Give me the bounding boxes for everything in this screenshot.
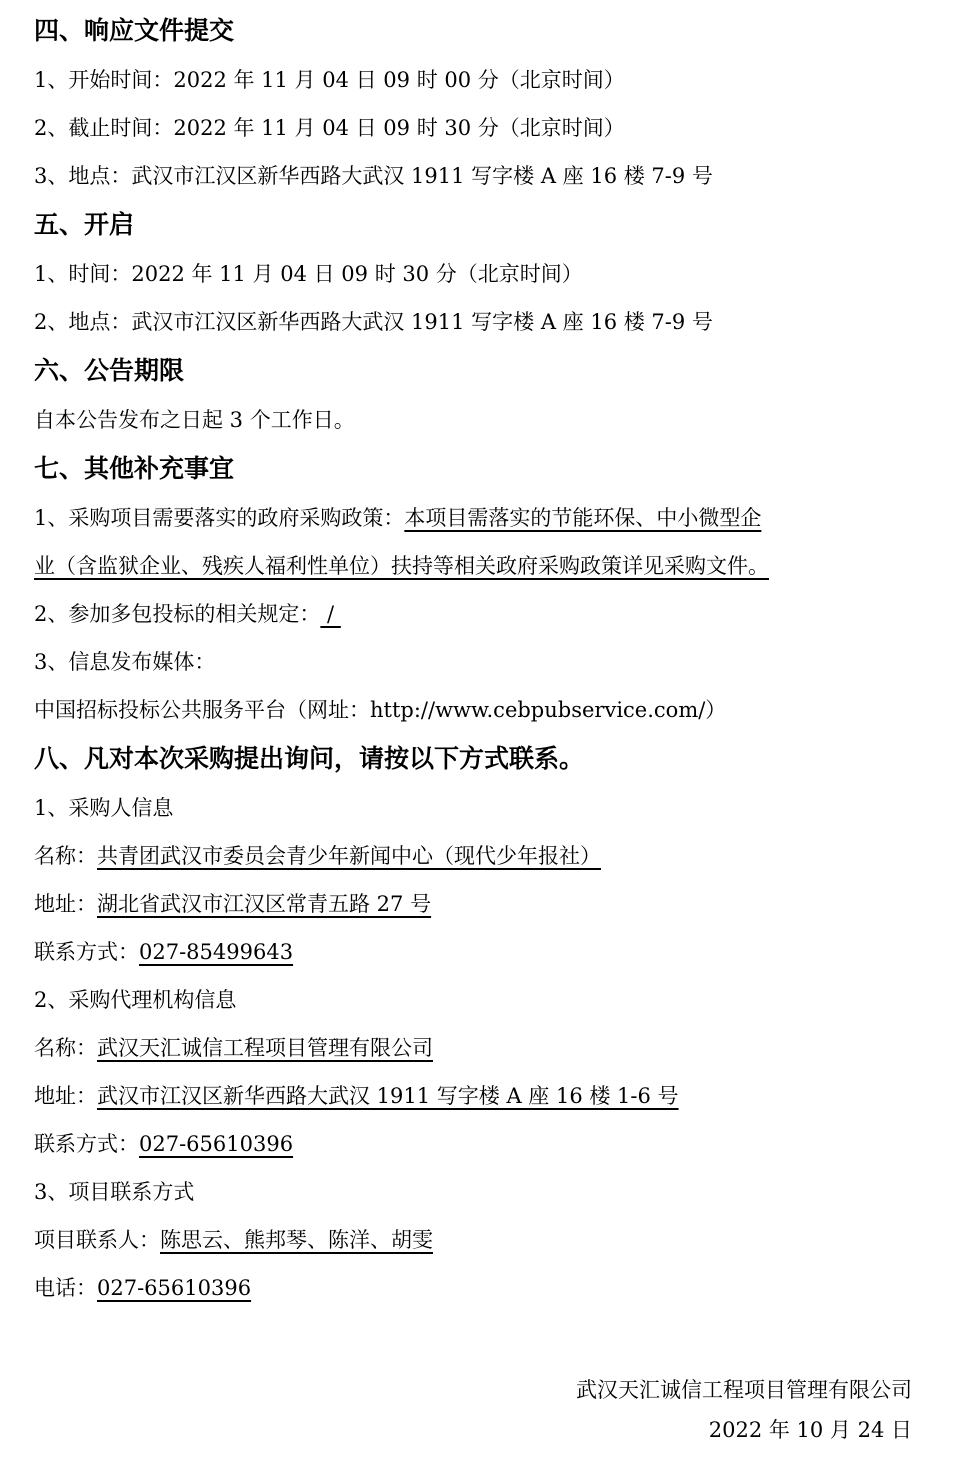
buyer-contact: 027-85499643 bbox=[139, 940, 294, 964]
project-phone-label: 电话： bbox=[34, 1276, 97, 1300]
agent-contact-row bbox=[34, 1120, 914, 1168]
buyer-info-header: 1、采购人信息 bbox=[34, 796, 174, 820]
agent-contact: 027-65610396 bbox=[139, 1132, 294, 1156]
section-5-title: 五、开启 bbox=[34, 210, 135, 239]
policy-value-part-1: 本项目需落实的节能环保、中小微型企 bbox=[404, 506, 762, 530]
media-label: 3、信息发布媒体： bbox=[34, 650, 216, 674]
section-6-title: 六、公告期限 bbox=[34, 356, 185, 385]
agent-address-label: 地址： bbox=[34, 1084, 97, 1108]
section-7-title: 七、其他补充事宜 bbox=[34, 454, 235, 483]
notice-period-text: 自本公告发布之日起 3 个工作日。 bbox=[34, 408, 355, 432]
section-8-title: 八、凡对本次采购提出询问，请按以下方式联系。 bbox=[34, 744, 585, 773]
buyer-contact-row bbox=[34, 928, 914, 976]
agent-name: 武汉天汇诚信工程项目管理有限公司 bbox=[97, 1036, 433, 1060]
policy-label: 1、采购项目需要落实的政府采购政策： bbox=[34, 506, 405, 530]
project-phone: 027-65610396 bbox=[97, 1276, 252, 1300]
buyer-contact-label: 联系方式： bbox=[34, 940, 139, 964]
policy-line-2 bbox=[34, 542, 914, 590]
submission-place: 3、地点：武汉市江汉区新华西路大武汉 1911 写字楼 A 座 16 楼 7-9 号 bbox=[34, 164, 713, 188]
agent-name-row bbox=[34, 1024, 914, 1072]
agent-address-row bbox=[34, 1072, 914, 1120]
buyer-address: 湖北省武汉市江汉区常青五路 27 号 bbox=[97, 892, 432, 916]
submission-end-time: 2、截止时间：2022 年 11 月 04 日 09 时 30 分（北京时间） bbox=[34, 116, 625, 140]
agent-name-label: 名称： bbox=[34, 1036, 97, 1060]
opening-time: 1、时间：2022 年 11 月 04 日 09 时 30 分（北京时间） bbox=[34, 262, 583, 286]
project-person: 陈思云、熊邦琴、陈洋、胡雯 bbox=[160, 1228, 433, 1252]
document-body bbox=[34, 0, 914, 1312]
buyer-name-label: 名称： bbox=[34, 844, 97, 868]
buyer-name-row bbox=[34, 832, 914, 880]
project-person-row bbox=[34, 1216, 914, 1264]
signature-company: 武汉天汇诚信工程项目管理有限公司 bbox=[576, 1378, 912, 1402]
policy-value-part-2: 业（含监狱企业、残疾人福利性单位）扶持等相关政府采购政策详见采购文件。 bbox=[34, 554, 769, 578]
submission-start-time: 1、开始时间：2022 年 11 月 04 日 09 时 00 分（北京时间） bbox=[34, 68, 625, 92]
project-person-label: 项目联系人： bbox=[34, 1228, 160, 1252]
project-phone-row bbox=[34, 1264, 914, 1312]
opening-place: 2、地点：武汉市江汉区新华西路大武汉 1911 写字楼 A 座 16 楼 7-9 号 bbox=[34, 310, 713, 334]
policy-line-1 bbox=[34, 494, 914, 542]
agent-info-header: 2、采购代理机构信息 bbox=[34, 988, 237, 1012]
media-value: 中国招标投标公共服务平台（网址：http://www.cebpubservice.com/） bbox=[34, 698, 727, 722]
multi-package-label: 2、参加多包投标的相关规定： bbox=[34, 602, 321, 626]
project-contact-header: 3、项目联系方式 bbox=[34, 1180, 195, 1204]
multi-package-value: / bbox=[320, 602, 341, 626]
multi-package-rule bbox=[34, 590, 914, 638]
buyer-name: 共青团武汉市委员会青少年新闻中心（现代少年报社） bbox=[97, 844, 601, 868]
buyer-address-row bbox=[34, 880, 914, 928]
section-4-title: 四、响应文件提交 bbox=[34, 16, 235, 45]
buyer-address-label: 地址： bbox=[34, 892, 97, 916]
agent-contact-label: 联系方式： bbox=[34, 1132, 139, 1156]
agent-address: 武汉市江汉区新华西路大武汉 1911 写字楼 A 座 16 楼 1-6 号 bbox=[97, 1084, 679, 1108]
signature-date: 2022 年 10 月 24 日 bbox=[708, 1418, 912, 1442]
